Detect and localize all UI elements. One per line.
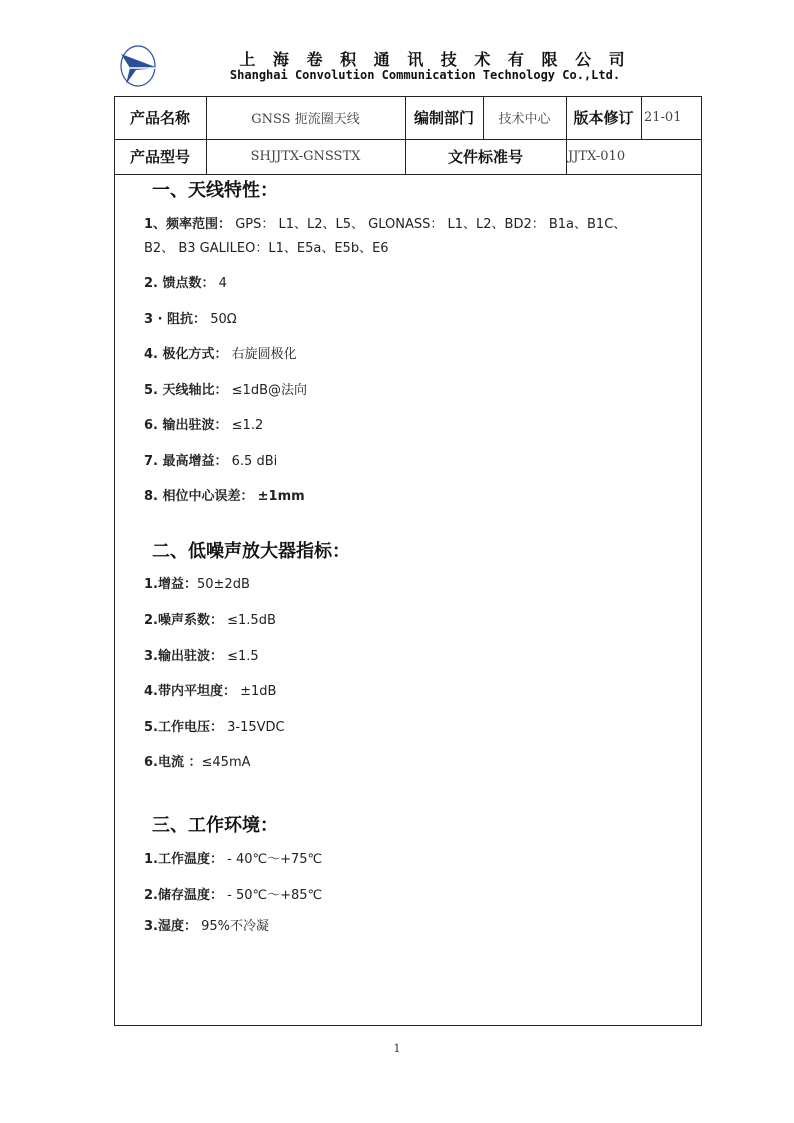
list-item: 5. 天线轴比： ≤1dB@法向 — [144, 383, 307, 398]
model-label: 产品型号 — [129, 148, 190, 166]
page-number: 1 — [393, 1042, 401, 1055]
list-item: 6. 输出驻波： ≤1.2 — [144, 418, 264, 433]
list-item: 1.工作温度： - 40℃～+75℃ — [144, 852, 323, 867]
company-logo-icon — [118, 44, 160, 88]
list-item: 4.带内平坦度： ±1dB — [144, 684, 277, 699]
company-name-cn: 上 海 卷 积 通 讯 技 术 有 限 公 司 — [239, 50, 631, 69]
dept-value: 技术中心 — [498, 112, 551, 127]
revision-value: 21-01 — [644, 110, 682, 125]
list-item: 3.输出驻波： ≤1.5 — [144, 649, 259, 664]
list-item: 1.增益：50±2dB — [144, 577, 250, 592]
list-item: 1、频率范围： GPS： L1、L2、L5、 GLONASS： L1、L2、BD2： B1a、B1C、 — [144, 217, 627, 232]
list-item: 2. 馈点数： 4 — [144, 276, 227, 291]
model-value: SHJJTX-GNSSTX — [250, 149, 361, 164]
table-bottom-divider — [114, 174, 702, 175]
list-item: 2.噪声系数： ≤1.5dB — [144, 613, 276, 628]
list-item: 5.工作电压： 3-15VDC — [144, 720, 285, 735]
section-title-env: 三、工作环境： — [152, 815, 278, 836]
section-title-lna: 二、低噪声放大器指标： — [152, 541, 350, 562]
list-item: 6.电流 ：≤45mA — [144, 755, 251, 770]
company-name-en: Shanghai Convolution Communication Technology Co.,Ltd. — [229, 68, 621, 82]
list-item: 2.储存温度： - 50℃～+85℃ — [144, 888, 323, 903]
product-name-label: 产品名称 — [129, 109, 190, 127]
list-item: 3.湿度： 95%不冷凝 — [144, 919, 270, 934]
list-item: 7. 最高增益： 6.5 dBi — [144, 454, 278, 469]
list-item: 8. 相位中心误差： ±1mm — [144, 489, 305, 504]
section-title-antenna: 一、天线特性： — [152, 180, 278, 201]
list-item: B2、 B3 GALILEO：L1、E5a、E5b、E6 — [144, 241, 389, 256]
list-item: 4. 极化方式： 右旋圆极化 — [144, 347, 297, 362]
doc-std-label: 文件标准号 — [447, 148, 523, 166]
list-item: 3 · 阻抗： 50Ω — [144, 312, 237, 327]
product-name-value: GNSS 扼流圈天线 — [251, 112, 360, 127]
dept-label: 编制部门 — [413, 109, 474, 127]
doc-std-value: JJTX-010 — [568, 149, 626, 164]
revision-label: 版本修订 — [573, 109, 634, 127]
